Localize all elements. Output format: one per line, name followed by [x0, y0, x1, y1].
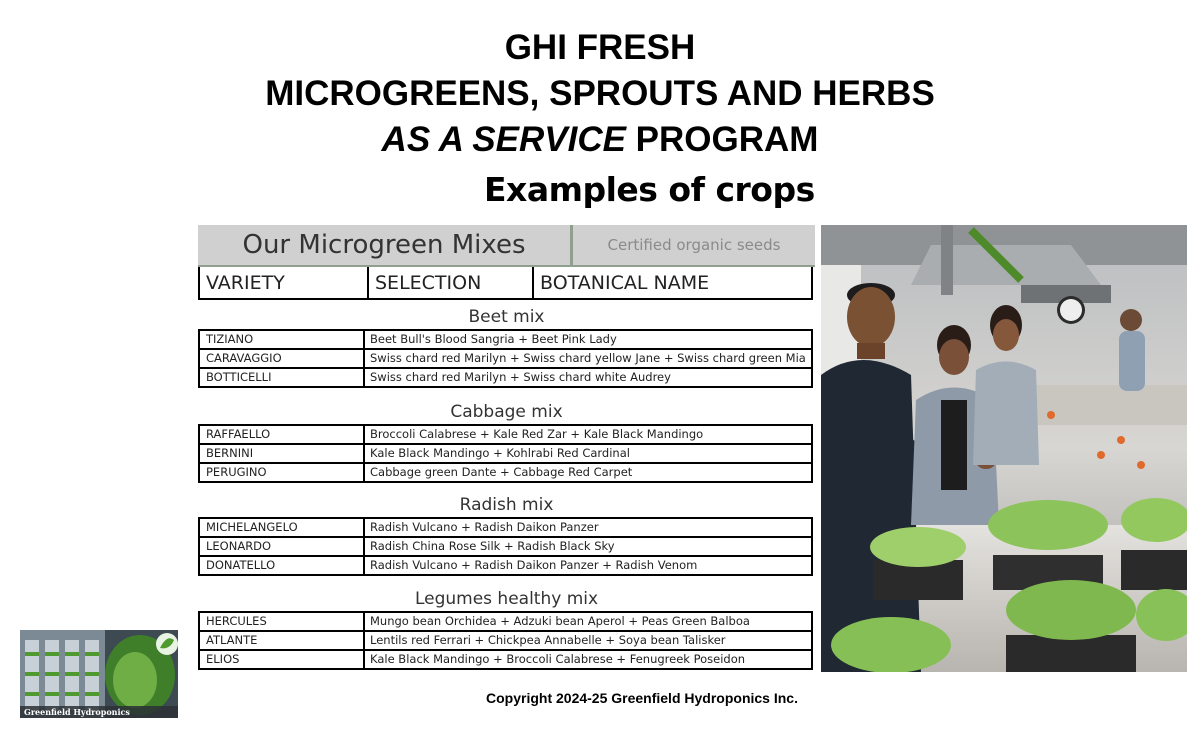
selection-cell: Broccoli Calabrese + Kale Red Zar + Kale Black Mandingo [370, 427, 704, 441]
table-side-note: Certified organic seeds [570, 225, 815, 267]
variety-cell: PERUGINO [200, 464, 365, 481]
table-row [200, 462, 811, 481]
selection-cell: Cabbage green Dante + Cabbage Red Carpet [370, 465, 633, 479]
variety-cell: RAFFAELLO [200, 426, 365, 443]
company-logo [20, 630, 178, 718]
table-row [200, 348, 811, 367]
selection-cell: Kale Black Mandingo + Broccoli Calabrese + Fenugreek Poseidon [370, 652, 746, 666]
group-title-radish: Radish mix [459, 495, 554, 515]
variety-cell: MICHELANGELO [200, 519, 365, 536]
table-row [200, 630, 811, 649]
variety-cell: BERNINI [200, 445, 365, 462]
selection-cell: Lentils red Ferrari + Chickpea Annabelle + Soya bean Talisker [370, 633, 726, 647]
group-radish [198, 517, 813, 576]
table-row [200, 613, 811, 630]
subtitle: Examples of crops [484, 170, 815, 209]
group-title-cabbage: Cabbage mix [450, 402, 563, 422]
selection-cell: Mungo bean Orchidea + Adzuki bean Aperol + Peas Green Balboa [370, 614, 750, 628]
group-beet [198, 329, 813, 388]
group-legumes [198, 611, 813, 670]
title-line-1: GHI FRESH [504, 28, 696, 67]
group-cabbage [198, 424, 813, 483]
selection-cell: Radish Vulcano + Radish Daikon Panzer [370, 520, 599, 534]
variety-cell: DONATELLO [200, 557, 365, 574]
selection-cell: Beet Bull's Blood Sangria + Beet Pink Lady [370, 332, 617, 346]
table-title: Our Microgreen Mixes [198, 225, 570, 267]
title-line-3 [0, 117, 1200, 163]
variety-cell: ELIOS [200, 651, 365, 668]
variety-cell: LEONARDO [200, 538, 365, 555]
group-title-beet: Beet mix [468, 307, 545, 327]
selection-cell: Swiss chard red Marilyn + Swiss chard yellow Jane + Swiss chard green Mia [370, 351, 806, 365]
table-row [200, 426, 811, 443]
table-row [200, 536, 811, 555]
selection-cell: Kale Black Mandingo + Kohlrabi Red Cardinal [370, 446, 630, 460]
variety-cell: BOTTICELLI [200, 369, 365, 386]
title-line-2: MICROGREENS, SPROUTS AND HERBS [265, 74, 935, 113]
variety-cell: ATLANTE [200, 632, 365, 649]
title-italic-part: AS A SERVICE [381, 120, 626, 159]
column-header-variety: VARIETY [206, 271, 285, 294]
table-row [200, 367, 811, 386]
variety-cell: HERCULES [200, 613, 365, 630]
logo-text: Greenfield Hydroponics [24, 707, 130, 717]
table-row [200, 443, 811, 462]
copyright: Copyright 2024-25 Greenfield Hydroponics Inc. [486, 690, 798, 706]
table-row [200, 649, 811, 668]
selection-cell: Swiss chard red Marilyn + Swiss chard white Audrey [370, 370, 671, 384]
variety-cell: CARAVAGGIO [200, 350, 365, 367]
table-row [200, 519, 811, 536]
microgreen-table [198, 225, 815, 675]
table-row [200, 331, 811, 348]
title-rest-part: PROGRAM [625, 120, 819, 159]
selection-cell: Radish Vulcano + Radish Daikon Panzer + Radish Venom [370, 558, 698, 572]
table-row [200, 555, 811, 574]
column-header-botanical: BOTANICAL NAME [532, 267, 811, 298]
group-title-legumes: Legumes healthy mix [414, 589, 599, 609]
variety-cell: TIZIANO [200, 331, 365, 348]
selection-cell: Radish China Rose Silk + Radish Black Sky [370, 539, 615, 553]
kitchen-photo [821, 225, 1187, 672]
column-headers [198, 267, 813, 300]
column-header-selection: SELECTION [367, 267, 532, 298]
